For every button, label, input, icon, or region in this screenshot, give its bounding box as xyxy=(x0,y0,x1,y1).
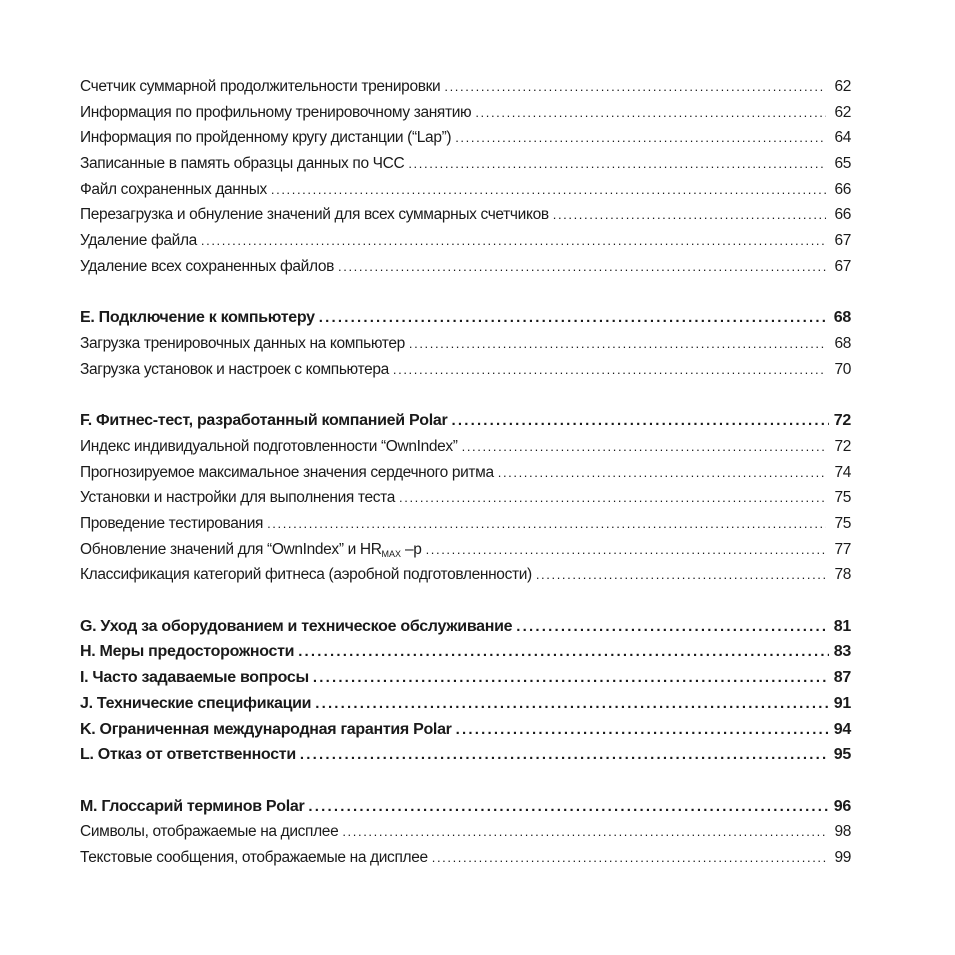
toc-entry xyxy=(80,562,851,588)
toc-chapter-page: 94 xyxy=(833,720,851,738)
dot-leader xyxy=(267,511,826,537)
toc-entry-title: Загрузка тренировочных данных на компьютер xyxy=(80,334,405,352)
toc-chapter-title: K. Ограниченная международная гарантия Polar xyxy=(80,720,452,738)
toc-chapter xyxy=(80,742,851,768)
toc-entry-title: Счетчик суммарной продолжительности тренировки xyxy=(80,78,441,95)
toc-chapter-title: L. Отказ от ответственности xyxy=(80,746,296,764)
toc-entry-page: 62 xyxy=(834,78,851,95)
toc-entry xyxy=(80,202,851,228)
toc-entry-page: 77 xyxy=(834,540,851,558)
toc-entry-page: 67 xyxy=(834,232,851,250)
toc-entry-title-tail: –p xyxy=(401,540,422,558)
toc-entry-title: Перезагрузка и обнуление значений для всех суммарных счетчиков xyxy=(80,206,549,224)
toc-entry-title: Индекс индивидуальной подготовленности “OwnIndex” xyxy=(80,437,458,455)
dot-leader xyxy=(313,665,829,691)
toc-entry-title: Установки и настройки для выполнения теста xyxy=(80,489,396,507)
dot-leader xyxy=(342,819,826,845)
toc-chapter-title: J. Технические спецификации xyxy=(80,694,312,712)
toc-chapter-page: 83 xyxy=(833,643,851,661)
toc-entry-page: 75 xyxy=(834,514,851,532)
dot-leader xyxy=(300,742,829,768)
dot-leader xyxy=(462,434,826,460)
dot-leader xyxy=(432,845,826,871)
toc-entry-title-main: Обновление значений для “OwnIndex” и HR xyxy=(80,540,382,558)
toc-entry xyxy=(80,819,851,845)
dot-leader xyxy=(451,408,829,434)
dot-leader xyxy=(319,305,829,331)
toc-entry-title: Классификация категорий фитнеса (аэробной подготовленности) xyxy=(80,566,532,584)
dot-leader xyxy=(298,639,829,665)
toc-entry-title-subscript: MAX xyxy=(381,548,402,559)
dot-leader xyxy=(498,460,826,486)
toc-chapter-title: H. Меры предосторожности xyxy=(80,643,295,661)
toc-entry-title: Файл сохраненных данных xyxy=(80,180,267,198)
toc-entry-title: Символы, отображаемые на дисплее xyxy=(80,823,339,841)
toc-entry xyxy=(80,485,851,511)
toc-chapter xyxy=(80,639,851,665)
section-spacer xyxy=(80,280,851,306)
toc-entry-page: 65 xyxy=(834,155,851,173)
toc-chapter-page: 72 xyxy=(833,412,851,430)
toc-chapter-page: 68 xyxy=(833,309,851,327)
toc-entry xyxy=(80,125,851,151)
dot-leader xyxy=(338,254,826,280)
dot-leader xyxy=(308,794,829,820)
toc-entry xyxy=(80,228,851,254)
toc-entry xyxy=(80,845,851,871)
toc-chapter xyxy=(80,665,851,691)
toc-entry-title: Информация по профильному тренировочному занятию xyxy=(80,103,472,121)
dot-leader xyxy=(455,125,826,151)
toc-chapter xyxy=(80,614,851,640)
toc-entry-page: 70 xyxy=(834,360,851,378)
dot-leader xyxy=(408,151,826,177)
toc-entry xyxy=(80,254,851,280)
dot-leader xyxy=(553,202,826,228)
toc-chapter xyxy=(80,794,851,820)
toc-entry xyxy=(80,177,851,203)
toc-chapter-page: 95 xyxy=(833,746,851,764)
toc-entry-page: 68 xyxy=(834,334,851,352)
toc-chapter xyxy=(80,691,851,717)
toc-entry-page: 98 xyxy=(834,823,851,841)
toc-entry-title: Удаление файла xyxy=(80,232,197,250)
section-spacer xyxy=(80,588,851,614)
dot-leader xyxy=(399,485,826,511)
section-spacer xyxy=(80,768,851,794)
toc-entry-page: 72 xyxy=(834,437,851,455)
toc-entry-title: Текстовые сообщения, отображаемые на дисплее xyxy=(80,849,428,867)
dot-leader xyxy=(426,537,826,563)
toc-entry xyxy=(80,537,851,563)
dot-leader xyxy=(271,177,826,203)
toc-entry xyxy=(80,331,851,357)
toc-entry-page: 99 xyxy=(834,849,851,867)
toc-entry-title: Загрузка установок и настроек с компьютера xyxy=(80,360,389,378)
dot-leader xyxy=(516,614,829,640)
dot-leader xyxy=(536,562,826,588)
toc-entry-page: 67 xyxy=(834,257,851,275)
toc-entry-page: 64 xyxy=(834,129,851,147)
toc-entry-title: Записанные в память образцы данных по ЧСС xyxy=(80,155,405,173)
toc-chapter-title: M. Глоссарий терминов Polar xyxy=(80,797,305,815)
dot-leader xyxy=(475,100,826,126)
toc-chapter-title: E. Подключение к компьютеру xyxy=(80,309,315,327)
toc-chapter-title: I. Часто задаваемые вопросы xyxy=(80,669,309,687)
toc-chapter-page: 96 xyxy=(833,797,851,815)
dot-leader xyxy=(444,74,826,100)
dot-leader xyxy=(456,717,829,743)
toc-entry xyxy=(80,511,851,537)
toc-entry-page: 66 xyxy=(834,206,851,224)
toc-entry xyxy=(80,151,851,177)
toc-chapter xyxy=(80,717,851,743)
toc-entry xyxy=(80,100,851,126)
toc-chapter-page: 91 xyxy=(833,694,851,712)
toc-entry-title: Проведение тестирования xyxy=(80,514,264,532)
toc-entry-page: 62 xyxy=(834,103,851,121)
toc-entry-title: Информация по пройденному кругу дистанции (“Lap”) xyxy=(80,129,452,147)
dot-leader xyxy=(393,357,826,383)
toc-entry-title: Прогнозируемое максимальное значения сердечного ритма xyxy=(80,463,494,481)
toc-chapter-title: F. Фитнес-тест, разработанный компанией Polar xyxy=(80,412,448,430)
toc-chapter-page: 81 xyxy=(833,617,851,635)
table-of-contents xyxy=(80,74,851,871)
toc-chapter xyxy=(80,305,851,331)
toc-entry-title: Удаление всех сохраненных файлов xyxy=(80,257,335,275)
dot-leader xyxy=(409,331,826,357)
dot-leader xyxy=(315,691,829,717)
toc-entry xyxy=(80,434,851,460)
toc-chapter-page: 87 xyxy=(833,669,851,687)
toc-entry xyxy=(80,74,851,100)
dot-leader xyxy=(201,228,826,254)
toc-chapter-title: G. Уход за оборудованием и техническое обслуживание xyxy=(80,617,513,635)
toc-entry-page: 75 xyxy=(834,489,851,507)
toc-entry-page: 78 xyxy=(834,566,851,584)
toc-entry-page: 74 xyxy=(834,463,851,481)
toc-entry xyxy=(80,460,851,486)
toc-entry xyxy=(80,357,851,383)
toc-chapter xyxy=(80,408,851,434)
section-spacer xyxy=(80,382,851,408)
toc-entry-page: 66 xyxy=(834,180,851,198)
